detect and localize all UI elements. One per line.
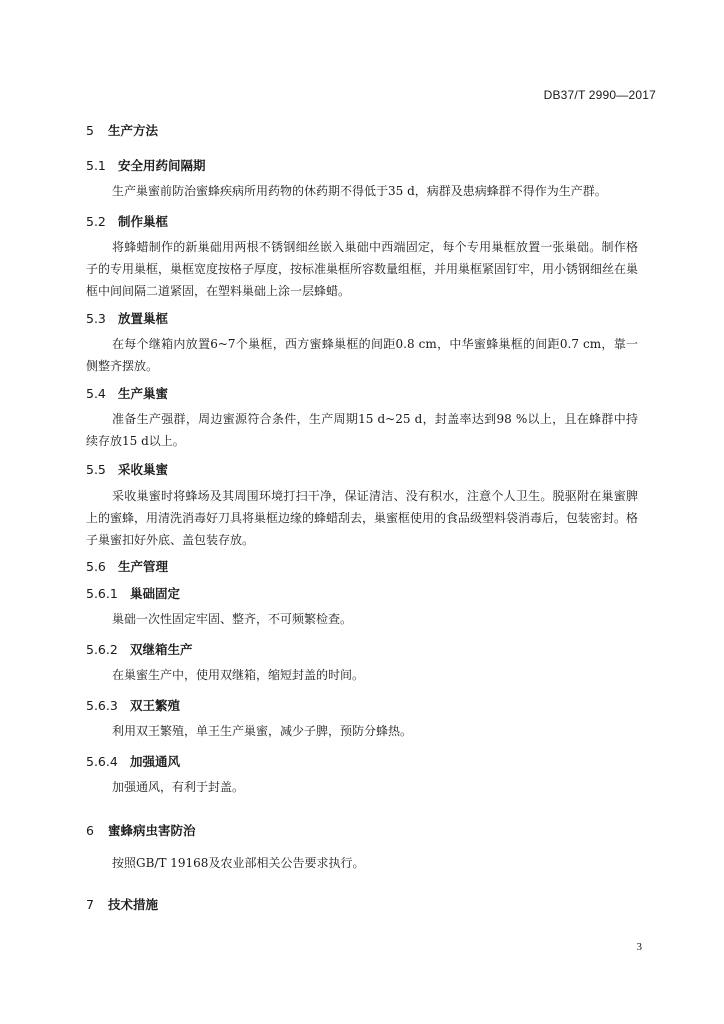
section-body-5-1: 生产巢蜜前防治蜜蜂疾病所用药物的休药期不得低于35 d，病群及患病蜂群不得作为生产群。 <box>112 184 607 198</box>
section-number: 5.6.2 <box>86 642 118 657</box>
section-title: 双王繁殖 <box>130 698 181 713</box>
section-heading-5-6-2 <box>86 640 193 658</box>
section-heading-5-6-4 <box>86 752 180 770</box>
section-title: 蜜蜂病虫害防治 <box>108 823 196 838</box>
section-number: 5.3 <box>86 311 106 326</box>
section-number: 5.2 <box>86 214 106 229</box>
section-heading-5-6-1 <box>86 584 180 602</box>
section-body-5-6-4: 加强通风，有利于封盖。 <box>112 780 245 794</box>
section-heading-5-3 <box>86 309 168 327</box>
section-heading-5-6 <box>86 557 168 575</box>
section-number: 5.5 <box>86 462 106 477</box>
section-heading-5-6-3 <box>86 696 180 714</box>
section-title: 生产巢蜜 <box>118 386 169 401</box>
section-title: 放置巢框 <box>118 311 169 326</box>
section-body-5-5: 采收巢蜜时将蜂场及其周围环境打扫干净，保证清洁、没有积水，注意个人卫生。脱驱附在巢蜜脾上的蜜蜂，用清洗消毒好刀具将巢框边缘的蜂蜡刮去，巢蜜框使用的食品级塑料袋消毒后，包装密封。格子巢蜜扣好外底、盖包装存放。 <box>86 489 639 547</box>
section-heading-5-4 <box>86 384 168 402</box>
section-body-6: 按照GB/T 19168及农业部相关公告要求执行。 <box>112 856 365 870</box>
section-body-5-6-3: 利用双王繁殖，单王生产巢蜜，减少子脾，预防分蜂热。 <box>112 724 413 738</box>
section-title: 双继箱生产 <box>130 642 193 657</box>
section-title: 巢础固定 <box>130 586 181 601</box>
section-heading-5-1 <box>86 156 206 174</box>
section-body-5-3: 在每个继箱内放置6~7个巢框，西方蜜蜂巢框的间距0.8 cm，中华蜜蜂巢框的间距0.7 cm，靠一侧整齐摆放。 <box>86 337 638 373</box>
section-title: 生产方法 <box>108 123 159 138</box>
section-number: 5.4 <box>86 386 106 401</box>
section-title: 生产管理 <box>118 559 169 574</box>
section-title: 技术措施 <box>108 897 159 912</box>
document-code: DB37/T 2990—2017 <box>543 88 656 102</box>
section-title: 采收巢蜜 <box>118 462 169 477</box>
section-heading-5 <box>86 121 158 139</box>
section-heading-5-5 <box>86 460 168 478</box>
section-title: 制作巢框 <box>118 214 169 229</box>
section-body-5-6-2: 在巢蜜生产中，使用双继箱，缩短封盖的时间。 <box>112 668 365 682</box>
section-body-5-2: 将蜂蜡制作的新巢础用两根不锈钢细丝嵌入巢础中西端固定，每个专用巢框放置一张巢础。制作格子的专用巢框，巢框宽度按格子厚度，按标准巢框所容数量组框，并用巢框紧固钉牢，用小锈钢细丝在巢框中间间隔二道紧固，在塑料巢础上涂一层蜂蜡。 <box>86 240 639 298</box>
section-number: 5.1 <box>86 158 106 173</box>
section-body-5-4: 准备生产强群，周边蜜源符合条件，生产周期15 d~25 d，封盖率达到98 %以上，且在蜂群中持续存放15 d以上。 <box>86 412 638 448</box>
section-body-5-6-1: 巢础一次性固定牢固、整齐，不可频繁检查。 <box>112 612 353 626</box>
section-number: 5.6 <box>86 559 106 574</box>
section-number: 5.6.1 <box>86 586 118 601</box>
section-number: 5.6.3 <box>86 698 118 713</box>
page-number: 3 <box>636 941 642 953</box>
section-heading-6 <box>86 821 196 839</box>
section-number: 7 <box>86 897 94 912</box>
section-heading-5-2 <box>86 212 168 230</box>
section-number: 5 <box>86 123 94 138</box>
section-title: 安全用药间隔期 <box>118 158 206 173</box>
section-number: 5.6.4 <box>86 754 118 769</box>
section-heading-7 <box>86 895 158 913</box>
section-number: 6 <box>86 823 94 838</box>
section-title: 加强通风 <box>130 754 181 769</box>
